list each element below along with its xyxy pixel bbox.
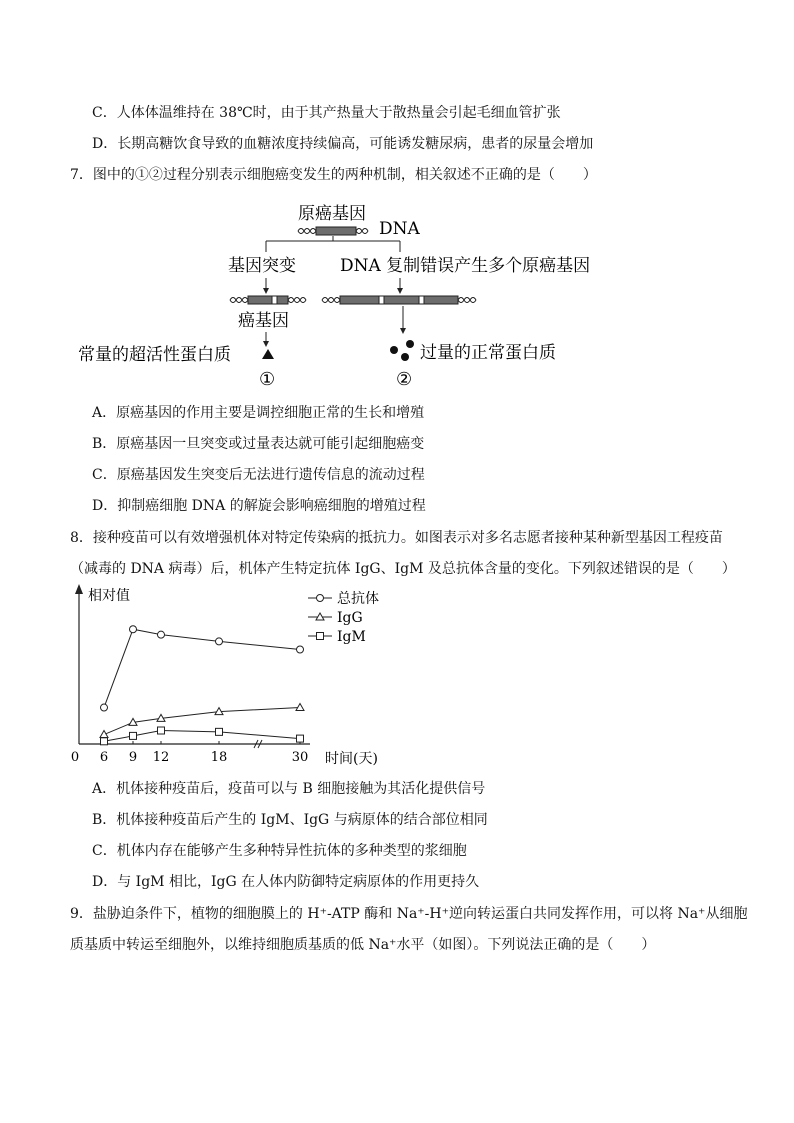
legend-entry — [308, 590, 379, 607]
data-point — [216, 638, 223, 645]
antibody-line-chart — [60, 580, 400, 775]
q8-option-b: B．机体接种疫苗后产生的 IgM、IgG 与病原体的结合部位相同 — [92, 812, 488, 828]
q8-option-d: D．与 IgM 相比，IgG 在人体内防御特定病原体的作用更持久 — [92, 874, 480, 890]
process-marker-1: ① — [259, 369, 276, 390]
y-axis — [75, 584, 83, 744]
x-axis-label: 时间(天) — [325, 751, 378, 767]
x-tick-label: 18 — [210, 750, 228, 765]
data-point — [296, 704, 304, 711]
series-square — [101, 727, 304, 745]
data-point — [158, 631, 165, 638]
dna-strand-mutated — [230, 296, 306, 304]
triangle-protein-icon — [262, 349, 274, 359]
oncogene-label: 癌基因 — [238, 311, 289, 331]
gene-mutation-label: 基因突变 — [228, 256, 296, 276]
legend-label: IgM — [337, 629, 366, 645]
q6-option-d: D．长期高糖饮食导致的血糖浓度持续偏高，可能诱发糖尿病，患者的尿量会增加 — [92, 136, 594, 152]
x-tick-label: 9 — [128, 750, 138, 765]
data-point — [100, 731, 108, 738]
data-point — [297, 646, 304, 653]
q8-option-c: C．机体内存在能够产生多种特异性抗体的多种类型的浆细胞 — [92, 843, 467, 859]
x-tick-label: 12 — [152, 750, 170, 765]
proto-oncogene-label: 原癌基因 — [298, 204, 366, 224]
legend-entry — [308, 629, 366, 645]
origin-label: 0 — [70, 750, 80, 765]
legend-marker — [317, 595, 324, 602]
q8-stem-line2: （减毒的 DNA 病毒）后，机体产生特定抗体 IgG、IgM 及总抗体含量的变化。下列叙述错误的是（ ） — [70, 561, 736, 577]
q8-stem-line1: 8．接种疫苗可以有效增强机体对特定传染病的抵抗力。如图表示对多名志愿者接种某种新型基因工程疫苗 — [70, 530, 723, 546]
data-point — [130, 732, 137, 739]
gene-segment-top — [316, 227, 356, 235]
legend-label: 总抗体 — [337, 591, 379, 607]
q9-stem-line1: 9．盐胁迫条件下，植物的细胞膜上的 H⁺-ATP 酶和 Na⁺-H⁺逆向转运蛋白共同发挥作用，可以将 Na⁺从细胞 — [70, 906, 748, 922]
cancer-mechanism-diagram — [0, 0, 794, 400]
legend-marker — [317, 633, 324, 640]
data-point — [130, 626, 137, 633]
data-point — [101, 704, 108, 711]
q6-option-c: C．人体体温维持在 38℃时，由于其产热量大于散热量会引起毛细血管扩张 — [92, 105, 561, 121]
legend-entry — [308, 610, 363, 626]
series-line — [104, 629, 300, 707]
data-point — [158, 727, 165, 734]
q7-option-c: C．原癌基因发生突变后无法进行遗传信息的流动过程 — [92, 467, 425, 483]
q7-option-d: D．抑制癌细胞 DNA 的解旋会影响癌细胞的增殖过程 — [92, 498, 426, 514]
series-circle — [101, 626, 304, 711]
process-marker-2: ② — [396, 369, 413, 390]
data-point — [216, 728, 223, 735]
data-point — [101, 738, 108, 745]
dna-label: DNA — [379, 219, 420, 239]
replication-error-label: DNA 复制错误产生多个原癌基因 — [340, 256, 591, 276]
x-tick-label: 30 — [291, 750, 309, 765]
legend-label: IgG — [337, 610, 363, 626]
data-point — [297, 735, 304, 742]
x-tick-label: 6 — [99, 750, 109, 765]
y-axis-label: 相对值 — [88, 588, 130, 604]
q7-stem: 7．图中的①②过程分别表示细胞癌变发生的两种机制，相关叙述不正确的是（ ） — [70, 167, 597, 183]
dna-strand-duplicated — [322, 296, 476, 304]
q7-option-a: A．原癌基因的作用主要是调控细胞正常的生长和增殖 — [92, 405, 425, 421]
q7-option-b: B．原癌基因一旦突变或过量表达就可能引起细胞癌变 — [92, 436, 425, 452]
dna-strand-top — [298, 227, 368, 235]
hyperactive-protein-label: 常量的超活性蛋白质 — [78, 345, 231, 365]
excess-protein-dots-icon — [390, 340, 414, 361]
q9-stem-line2: 质基质中转运至细胞外，以维持细胞质基质的低 Na⁺水平（如图）。下列说法正确的是（ ） — [70, 937, 656, 953]
q8-option-a: A．机体接种疫苗后，疫苗可以与 B 细胞接触为其活化提供信号 — [92, 781, 486, 797]
excess-protein-label: 过量的正常蛋白质 — [420, 343, 556, 363]
